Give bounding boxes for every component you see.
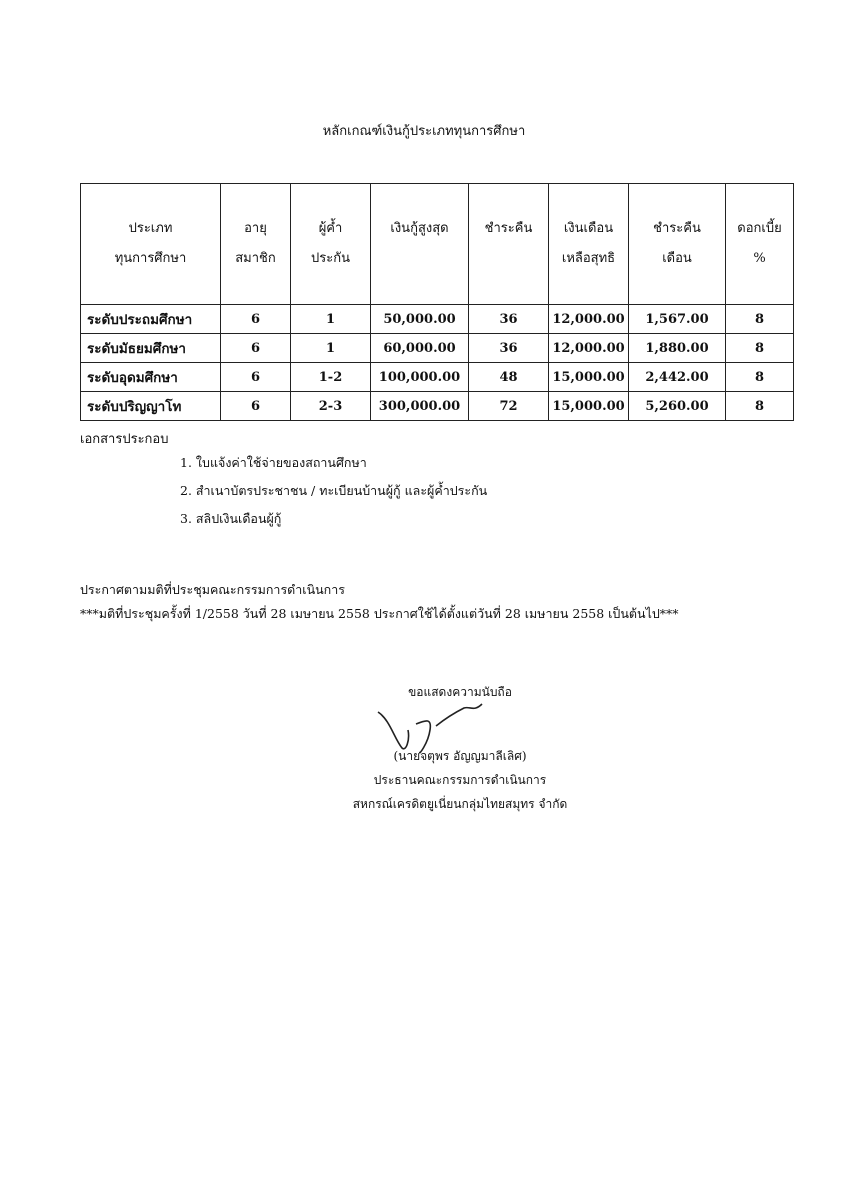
cell-level: ระดับอุดมศึกษา xyxy=(81,363,221,392)
cell-monthly-payment: 1,880.00 xyxy=(629,334,726,363)
cell-max-loan: 300,000.00 xyxy=(371,392,469,421)
cell-repayment-term: 36 xyxy=(469,305,549,334)
cell-interest: 8 xyxy=(726,392,794,421)
loan-criteria-table xyxy=(80,183,794,421)
signatory-name: (นายจตุพร อัญญมาลีเลิศ) xyxy=(393,749,527,763)
cell-repayment-term: 36 xyxy=(469,334,549,363)
table-row xyxy=(81,334,794,363)
cell-max-loan: 50,000.00 xyxy=(371,305,469,334)
cell-guarantor: 2-3 xyxy=(291,392,371,421)
header-member-age-line2: สมาชิก xyxy=(235,251,276,266)
header-net-salary xyxy=(549,184,629,305)
header-interest xyxy=(726,184,794,305)
header-guarantor-line1: ผู้ค้ำ xyxy=(318,221,343,236)
header-interest-line2: % xyxy=(753,251,766,266)
cell-net-salary: 12,000.00 xyxy=(549,334,629,363)
list-item: 3. สลิปเงินเดือนผู้กู้ xyxy=(180,511,282,526)
signatory-position: ประธานคณะกรรมการดำเนินการ xyxy=(373,773,547,787)
attachments-list xyxy=(180,453,487,537)
table-row xyxy=(81,305,794,334)
header-type xyxy=(81,184,221,305)
notice-line-1: ประกาศตามมติที่ประชุมคณะกรรมการดำเนินการ xyxy=(80,582,345,597)
list-item: 2. สำเนาบัตรประชาชน / ทะเบียนบ้านผู้กู้ และผู้ค้ำประกัน xyxy=(180,483,488,498)
table-row xyxy=(81,363,794,392)
notice-line-2: ***มติที่ประชุมครั้งที่ 1/2558 วันที่ 28 เมษายน 2558 ประกาศใช้ได้ตั้งแต่วันที่ 28 เมษายน 2558 เป็นต้นไป*** xyxy=(80,606,679,621)
cell-net-salary: 12,000.00 xyxy=(549,305,629,334)
signature-block xyxy=(300,680,620,816)
cell-member-age: 6 xyxy=(221,392,291,421)
header-monthly-payment xyxy=(629,184,726,305)
cell-member-age: 6 xyxy=(221,363,291,392)
header-member-age xyxy=(221,184,291,305)
cell-net-salary: 15,000.00 xyxy=(549,392,629,421)
cell-max-loan: 100,000.00 xyxy=(371,363,469,392)
header-interest-line1: ดอกเบี้ย xyxy=(737,221,782,236)
header-type-line2: ทุนการศึกษา xyxy=(114,251,187,266)
header-max-loan xyxy=(371,184,469,305)
signature-space xyxy=(300,704,620,744)
cell-guarantor: 1 xyxy=(291,305,371,334)
cell-net-salary: 15,000.00 xyxy=(549,363,629,392)
organization-name: สหกรณ์เครดิตยูเนี่ยนกลุ่มไทยสมุทร จำกัด xyxy=(352,797,568,811)
cell-repayment-term: 72 xyxy=(469,392,549,421)
header-type-line1: ประเภท xyxy=(128,221,173,236)
cell-level: ระดับมัธยมศึกษา xyxy=(81,334,221,363)
cell-guarantor: 1-2 xyxy=(291,363,371,392)
header-monthly-payment-line2: เดือน xyxy=(662,251,692,266)
board-resolution-notice xyxy=(80,578,679,626)
cell-member-age: 6 xyxy=(221,334,291,363)
cell-monthly-payment: 2,442.00 xyxy=(629,363,726,392)
header-net-salary-line2: เหลือสุทธิ xyxy=(561,251,616,266)
header-guarantor-line2: ประกัน xyxy=(311,251,350,266)
table-row xyxy=(81,392,794,421)
closing-text: ขอแสดงความนับถือ xyxy=(408,685,512,699)
list-item: 1. ใบแจ้งค่าใช้จ่ายของสถานศึกษา xyxy=(180,455,367,470)
header-guarantor xyxy=(291,184,371,305)
cell-interest: 8 xyxy=(726,334,794,363)
cell-monthly-payment: 1,567.00 xyxy=(629,305,726,334)
cell-repayment-term: 48 xyxy=(469,363,549,392)
header-member-age-line1: อายุ xyxy=(244,221,267,236)
cell-level: ระดับปริญญาโท xyxy=(81,392,221,421)
header-monthly-payment-line1: ชำระคืน xyxy=(653,221,701,236)
header-repayment-term-line1: ชำระคืน xyxy=(484,221,533,236)
cell-interest: 8 xyxy=(726,363,794,392)
header-net-salary-line1: เงินเดือน xyxy=(563,221,614,236)
cell-level: ระดับประถมศึกษา xyxy=(81,305,221,334)
table-header-row xyxy=(81,184,794,305)
cell-interest: 8 xyxy=(726,305,794,334)
header-max-loan-line1: เงินกู้สูงสุด xyxy=(390,221,449,236)
cell-member-age: 6 xyxy=(221,305,291,334)
cell-monthly-payment: 5,260.00 xyxy=(629,392,726,421)
cell-guarantor: 1 xyxy=(291,334,371,363)
cell-max-loan: 60,000.00 xyxy=(371,334,469,363)
attachments-heading: เอกสารประกอบ xyxy=(80,432,169,447)
document-title: หลักเกณฑ์เงินกู้ประเภททุนการศึกษา xyxy=(322,124,526,139)
header-repayment-term xyxy=(469,184,549,305)
